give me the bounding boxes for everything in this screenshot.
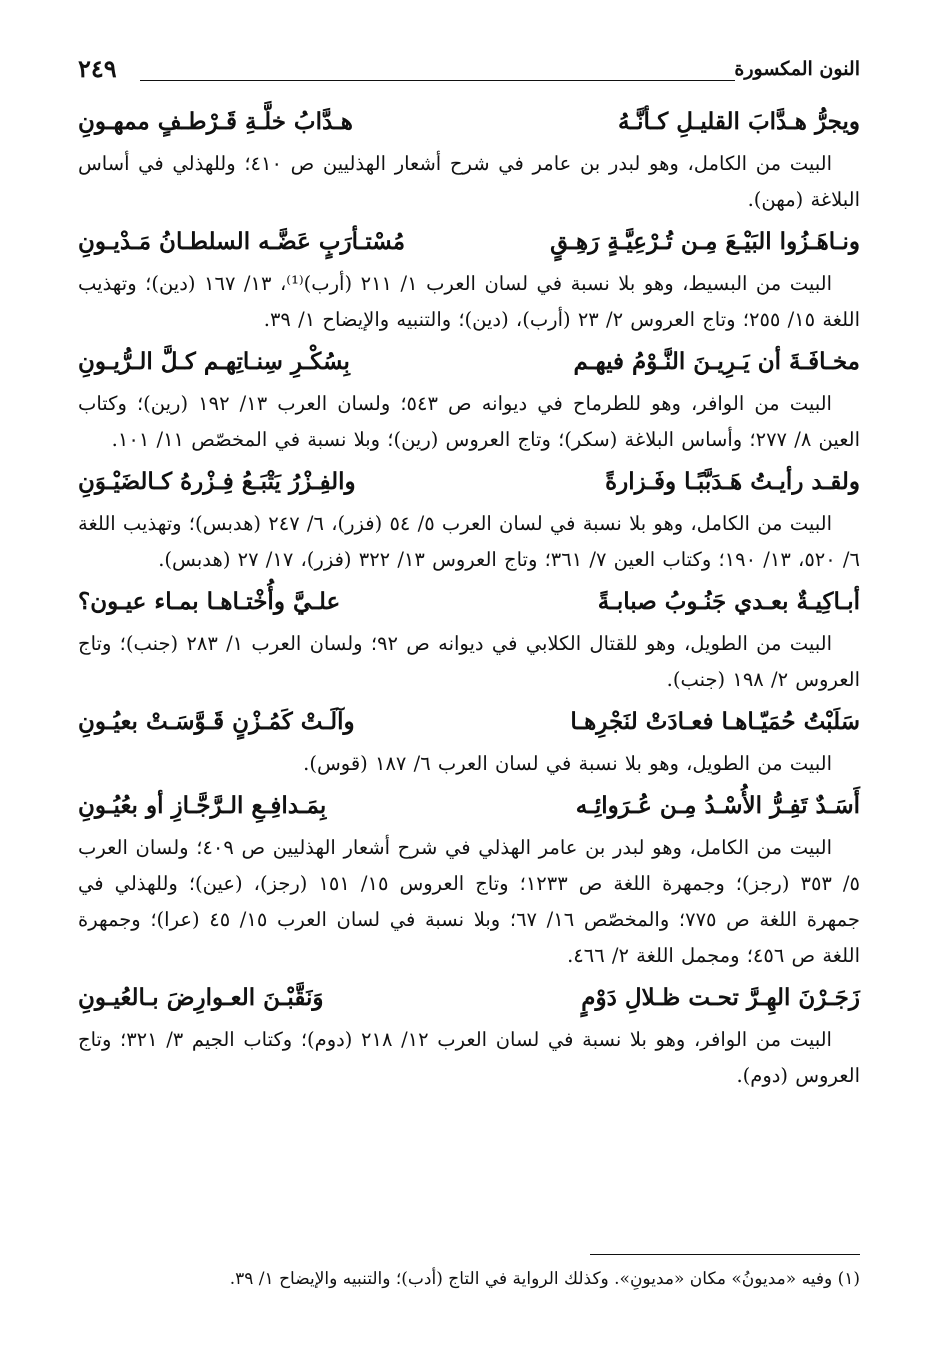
page-content (78, 104, 860, 1100)
first-hemistich: ونـاهَـزُوا البَيْـعَ مِـن تُـرْعِيَّـةٍ رَهِـقٍ (550, 228, 860, 255)
book-page (78, 42, 860, 1312)
verse-line (78, 464, 860, 500)
second-hemistich: هـدَّابُ خلَّـةِ قَـرْطـفٍ ممهـونِ (78, 108, 353, 135)
verse-note: البيت من الوافر، وهو بلا نسبة في لسان العرب ١٢/ ٢١٨ (دوم)؛ وكتاب الجيم ٣/ ٣٢١؛ وتاج العروس (دوم). (78, 1028, 860, 1087)
verse-line (78, 788, 860, 824)
verse-line (78, 104, 860, 140)
verse-line (78, 224, 860, 260)
verse-note: البيت من الطويل، وهو للقتال الكلابي في ديوانه ص ٩٢؛ ولسان العرب ١/ ٢٨٣ (جنب)؛ وتاج العروس ٢/ ١٩٨ (جنب). (78, 632, 860, 691)
verse-line (78, 584, 860, 620)
verse-note: البيت من الكامل، وهو لبدر بن عامر الهذلي في شرح أشعار الهذليين ص ٤٠٩؛ ولسان العرب ٥/ ٣٥٣ (رجز)؛ وجمهرة اللغة ص ١٢٣٣؛ وتاج العروس ١٥/ ١٥١ (رجز)، (عين)؛ وللهذلي في جمهرة اللغة ص ٧٧٥؛ والمخصّص ١٦/ ٦٧؛ وبلا نسبة في لسان العرب ١٥/ ٤٥ (عرا)؛ وجمهرة اللغة ص ٤٥٦؛ ومجمل اللغة ٢/ ٤٦٦. (78, 836, 860, 967)
verse-entry (78, 344, 860, 458)
verse-entry (78, 704, 860, 782)
first-hemistich: أَسَـدٌ تَفِـرُّ الأُسْـدُ مِـن عُـرَوائِـه (575, 792, 860, 819)
verse-note: البيت من الوافر، وهو للطرماح في ديوانه ص ٥٤٣؛ ولسان العرب ١٣/ ١٩٢ (رين)؛ وكتاب العين ٨/ ٢٧٧؛ وأساس البلاغة (سكر)؛ وتاج العروس (رين)؛ وبلا نسبة في المخصّص ١١/ ١٠١. (78, 392, 860, 451)
footnote-text: وفيه «مديونُ» مكان «مديونِ». وكذلك الرواية في التاج (أدب)؛ والتنبيه والإيضاح ١/ ٣٩. (229, 1269, 833, 1289)
verse-entry (78, 788, 860, 974)
verse-note: البيت من الكامل، وهو بلا نسبة في لسان العرب ٥/ ٥٤ (فزر)، ٦/ ٢٤٧ (هدبس)؛ وتهذيب اللغة ٦/ ٥٢٠، ١٣/ ١٩٠؛ وكتاب العين ٧/ ٣٦١؛ وتاج العروس ١٣/ ٣٢٢ (فزر)، ١٧/ ٢٧ (هدبس). (78, 512, 860, 571)
second-hemistich: وَنَقَّبْـنَ العـوارِضَ بـالعُيـونِ (78, 984, 324, 1011)
verse-note: البيت من الكامل، وهو لبدر بن عامر في شرح أشعار الهذليين ص ٤١٠؛ وللهذلي في أساس البلاغة (مهن). (78, 152, 860, 211)
first-hemistich: زَجَـرْنَ الهِـرَّ تحـت ظـلالِ دَوْمٍ (581, 984, 860, 1011)
second-hemistich: بِسُكْـرِ سِنـاتِهـم كـلَّ الـرُّيـونِ (78, 348, 350, 375)
page-number: ٢٤٩ (78, 54, 117, 83)
verse-note: البيت من البسيط، وهو بلا نسبة في لسان العرب ١/ ٢١١ (أرب)⁽¹⁾، ١٣/ ١٦٧ (دين)؛ وتهذيب اللغة ١٥/ ٢٥٥؛ وتاج العروس ٢/ ٢٣ (أرب)، (دين)؛ والتنبيه والإيضاح ١/ ٣٩. (78, 272, 860, 331)
page-header (78, 54, 860, 88)
verse-entry (78, 980, 860, 1094)
second-hemistich: مُسْتـأرَبٍ عَضَّـه السلطـانُ مَـدْيـونِ (78, 228, 406, 255)
first-hemistich: ولقـد رأيـتُ هَـدَبَّبًـا وفَـزارةً (605, 468, 860, 495)
verse-entry (78, 464, 860, 578)
first-hemistich: أبـاكِيـةٌ بعـدي جَنُـوبُ صبابـةً (597, 588, 860, 615)
footnote (78, 1264, 860, 1294)
first-hemistich: مخـافَـةَ أن يَـرِيـنَ النَّـوْمُ فيهـم (573, 348, 860, 375)
footnote-number: (١) (837, 1269, 860, 1289)
first-hemistich: سَلَبْتُ حُمَيّـاهـا فعـادَتْ لنَجْرِهـا (570, 708, 860, 735)
first-hemistich: ويجرُّ هـدَّابَ القليـلِ كـأنَّـهُ (618, 108, 860, 135)
verse-entry (78, 584, 860, 698)
second-hemistich: وآلَـتْ كَمُـزْنٍ قَـوَّسَـتْ بعيُـونِ (78, 708, 355, 735)
verse-line (78, 980, 860, 1016)
footnote-rule (590, 1254, 860, 1255)
second-hemistich: علـيَّ وأُخْتـاهـا بمـاء عيـون؟ (78, 588, 341, 615)
verse-entry (78, 224, 860, 338)
verse-note: البيت من الطويل، وهو بلا نسبة في لسان العرب ٦/ ١٨٧ (قوس). (303, 752, 832, 775)
verse-line (78, 344, 860, 380)
header-rule (140, 80, 735, 81)
chapter-title: النون المكسورة (734, 58, 860, 80)
verse-line (78, 704, 860, 740)
second-hemistich: بِمَـدافِـعِ الـرَّجَّـازِ أو بعُيُـونِ (78, 792, 327, 819)
second-hemistich: والفِـزْرُ يَتْبَـعُ فِـزْرهُ كـالضَيْـوَنِ (78, 468, 356, 495)
verse-entry (78, 104, 860, 218)
